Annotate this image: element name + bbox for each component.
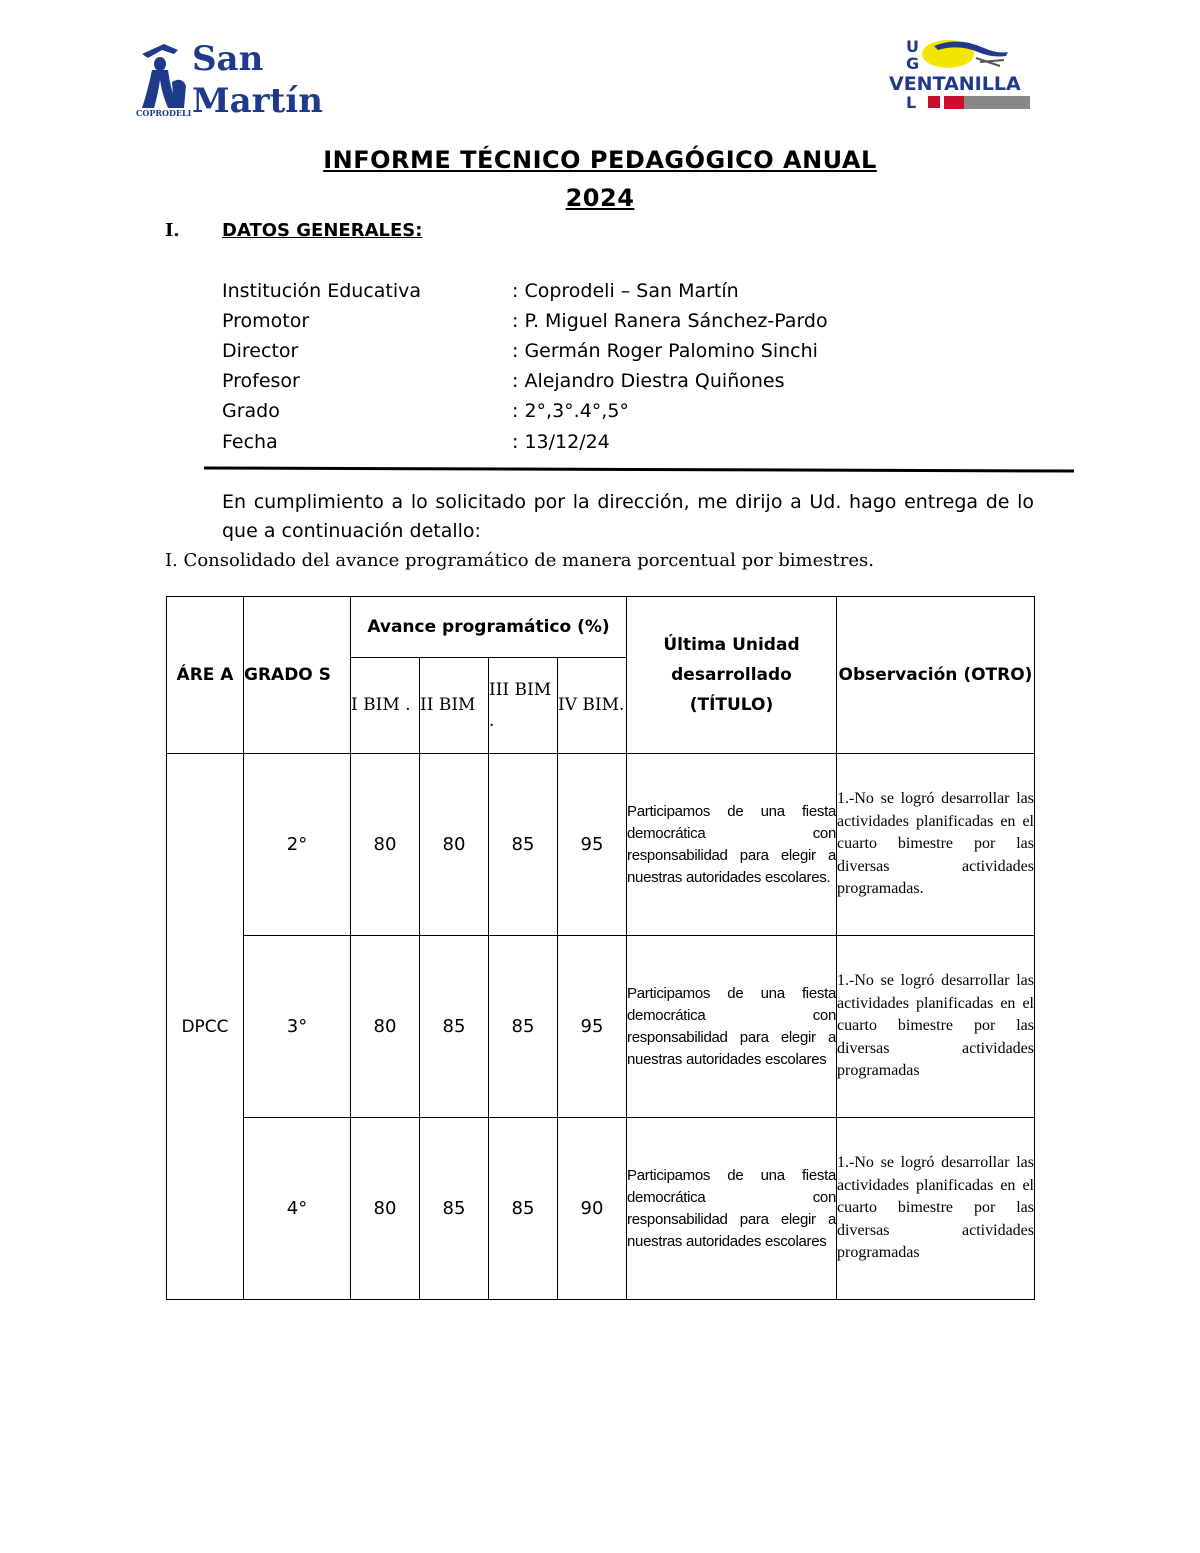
header-grados: GRADO S	[244, 597, 351, 754]
bim-cell: 85	[420, 936, 489, 1118]
info-row	[222, 431, 1022, 461]
logo-letter-u: U	[906, 37, 919, 56]
info-label: Fecha	[222, 431, 278, 453]
grado-cell: 2°	[244, 754, 351, 936]
observacion-cell: 1.-No se logró desarrollar las actividades planificadas en el cuarto bimestre por las diversas actividades programadas.	[837, 754, 1035, 936]
header-unidad: Última Unidad desarrollado (TÍTULO)	[627, 597, 837, 754]
section-number: I.	[165, 220, 180, 241]
info-value: : Germán Roger Palomino Sinchi	[512, 340, 818, 362]
header-avance: Avance programático (%)	[351, 597, 627, 658]
logo-sub-text: COPRODELI	[136, 108, 192, 118]
info-row	[222, 310, 1022, 340]
info-row	[222, 370, 1022, 400]
progress-table	[166, 596, 1035, 1300]
bim-cell: 95	[558, 754, 627, 936]
info-label: Director	[222, 340, 299, 362]
bim-cell: 85	[489, 754, 558, 936]
bim-cell: 80	[351, 1118, 420, 1300]
observacion-cell: 1.-No se logró desarrollar las actividades planificadas en el cuarto bimestre por las diversas actividades programadas	[837, 1118, 1035, 1300]
info-value: : 13/12/24	[512, 431, 610, 453]
info-value: : Alejandro Diestra Quiñones	[512, 370, 785, 392]
bim-cell: 85	[489, 936, 558, 1118]
bim-cell: 85	[489, 1118, 558, 1300]
info-label: Institución Educativa	[222, 280, 422, 302]
bim-cell: 90	[558, 1118, 627, 1300]
intro-paragraph: En cumplimiento a lo solicitado por la dirección, me dirijo a Ud. hago entrega de lo que a continuación detallo:	[222, 491, 1034, 542]
header-bim-3: III BIM .	[489, 658, 558, 754]
document-year: 2024	[565, 184, 635, 212]
grado-cell: 4°	[244, 1118, 351, 1300]
section-title: DATOS GENERALES:	[222, 220, 423, 241]
info-row	[222, 340, 1022, 370]
info-row	[222, 400, 1022, 430]
bim-cell: 80	[420, 754, 489, 936]
header-bim-1: I BIM .	[351, 658, 420, 754]
unidad-cell: Participamos de una fiesta democrática con responsabilidad para elegir a nuestras autoridades escolares	[627, 936, 837, 1118]
table-row	[167, 754, 1035, 936]
document-title: INFORME TÉCNICO PEDAGÓGICO ANUAL	[323, 146, 877, 174]
logo-line1: San	[192, 39, 264, 79]
header-bim-4: IV BIM.	[558, 658, 627, 754]
logo-letter-l: L	[906, 93, 917, 112]
logo-line2: Martín	[192, 81, 323, 121]
san-martin-logo	[134, 36, 323, 121]
area-cell: DPCC	[167, 754, 244, 1300]
info-value: : 2°,3°.4°,5°	[512, 400, 629, 422]
bim-cell: 80	[351, 936, 420, 1118]
table-heading: I. Consolidado del avance programático de manera porcentual por bimestres.	[165, 550, 874, 571]
info-label: Grado	[222, 400, 280, 422]
bim-cell: 80	[351, 754, 420, 936]
bim-cell: 95	[558, 936, 627, 1118]
logo-ventanilla-text: VENTANILLA	[889, 73, 1021, 95]
header-observacion: Observación (OTRO)	[837, 597, 1035, 754]
ugel-ventanilla-logo	[888, 36, 1033, 114]
bim-cell: 85	[420, 1118, 489, 1300]
info-value: : Coprodeli – San Martín	[512, 280, 739, 302]
horizontal-rule	[204, 466, 1074, 472]
table-row	[167, 936, 1035, 1118]
table-row	[167, 1118, 1035, 1300]
observacion-cell: 1.-No se logró desarrollar las actividades planificadas en el cuarto bimestre por las diversas actividades programadas	[837, 936, 1035, 1118]
unidad-cell: Participamos de una fiesta democrática con responsabilidad para elegir a nuestras autoridades escolares	[627, 1118, 837, 1300]
info-value: : P. Miguel Ranera Sánchez-Pardo	[512, 310, 828, 332]
info-row	[222, 280, 1022, 310]
grado-cell: 3°	[244, 936, 351, 1118]
info-label: Profesor	[222, 370, 300, 392]
info-label: Promotor	[222, 310, 310, 332]
header-bim-2: II BIM	[420, 658, 489, 754]
header-area: ÁRE A	[167, 597, 244, 754]
unidad-cell: Participamos de una fiesta democrática con responsabilidad para elegir a nuestras autoridades escolares.	[627, 754, 837, 936]
logo-letter-g: G	[906, 54, 920, 73]
